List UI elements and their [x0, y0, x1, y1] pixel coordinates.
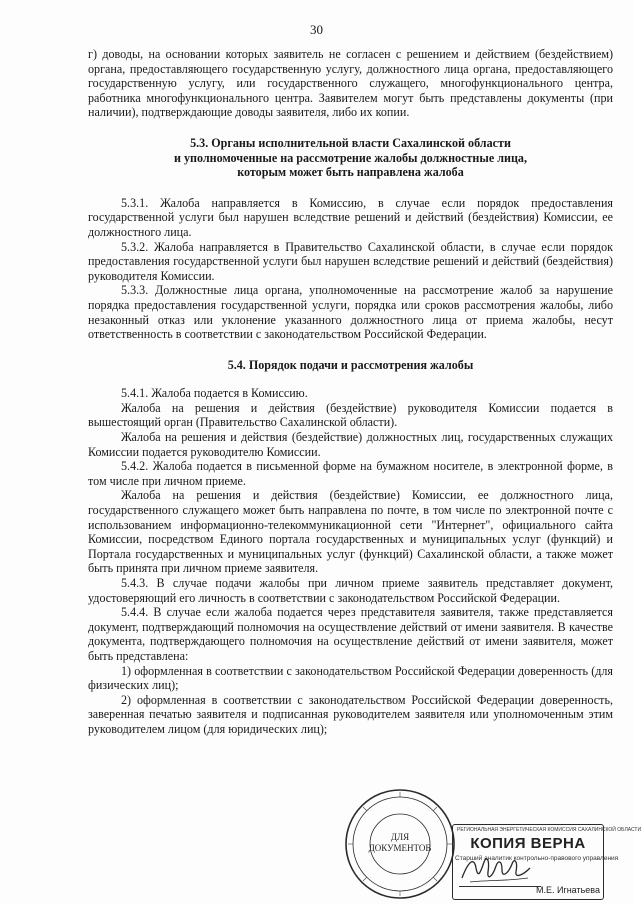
section-heading-5-4: 5.4. Порядок подачи и рассмотрения жалобы — [227, 357, 474, 372]
section-heading-5-3 — [88, 136, 613, 180]
paragraph-5-4-3: 5.4.3. В случае подачи жалобы при личном приеме заявитель представляет документ, удостоверяющий его личность в соответствии с законодательством Российской Федерации. — [88, 576, 613, 605]
paragraph-5-4-1-a: Жалоба на решения и действия (бездействие) руководителя Комиссии подается в вышестоящий орган (Правительство Сахалинской области). — [88, 400, 613, 430]
document-body — [88, 47, 613, 737]
stamp-title: КОПИЯ ВЕРНА — [470, 835, 586, 852]
paragraph-5-3-2: 5.3.2. Жалоба направляется в Правительство Сахалинской области, в случае если порядок предоставления государственной услуги был нарушен вследствие решений и действий (бездействия) руководителя Комиссии. — [88, 239, 613, 283]
signature-line — [459, 886, 541, 887]
heading-line: и уполномоченные на рассмотрение жалобы должностные лица, — [174, 150, 527, 165]
list-item-2: 2) оформленная в соответствии с законодательством Российской Федерации доверенность, заверенная печатью заявителя и подписанная руководителем заявителя или уполномоченным этим руководителем лицом (для юридических лиц); — [88, 692, 613, 736]
heading-line: которым может быть направлена жалоба — [237, 165, 464, 180]
paragraph-5-3-1: 5.3.1. Жалоба направляется в Комиссию, в случае если порядок предоставления государственной услуги был нарушен вследствие решений и действий (бездействия) Комиссии, ее должностного лица. — [88, 195, 613, 239]
page-number: 30 — [310, 22, 323, 37]
seal-center-line-1: ДЛЯ — [390, 832, 410, 842]
paragraph-5-4-4: 5.4.4. В случае если жалоба подается через представителя заявителя, также представляется документ, подтверждающий полномочия на осуществление действий от имени заявителя. В качестве документа, подтверждающего полномочия на осуществление действий от имени заявителя, может быть представлена: — [88, 605, 613, 663]
paragraph-5-4-2: 5.4.2. Жалоба подается в письменной форме на бумажном носителе, в электронной форме, в том числе при личном приеме. — [88, 459, 613, 488]
seal-center-line-2: ДОКУМЕНТОВ — [368, 843, 432, 853]
paragraph-g: г) доводы, на основании которых заявитель не согласен с решением и действием (бездействием) органа, предоставляющего государственную услугу, должностного лица органа, предоставляющего государственную услугу, или государственного служащего, многофункционального центра, работника многофункционального центра. Заявителем могут быть представлены документы (при наличии), подтверждающие доводы заявителя, либо их копии. — [88, 47, 613, 120]
round-seal-icon — [344, 788, 456, 900]
copy-certification-stamp — [452, 824, 641, 900]
stamp-signer-name: М.Е. Игнатьева — [535, 885, 600, 895]
paragraph-5-4-2-a: Жалоба на решения и действия (бездействие) Комиссии, ее должностного лица, государственного служащего может быть направлена по почте, в том числе по электронной почте с использованием информационно-телекоммуникационной сети "Интернет", официального сайта Комиссии, посредством Единого портала государственных и муниципальных услуг (функций) и Портала государственных и муниципальных услуг (функций) Сахалинской области, а также может быть принята при личном приеме заявителя. — [88, 488, 613, 576]
stamp-role: Старший аналитик контрольно-правового управления — [455, 855, 619, 862]
paragraph-5-4-1: 5.4.1. Жалоба подается в Комиссию. — [121, 386, 308, 401]
paragraph-5-4-1-b: Жалоба на решения и действия (бездействие) должностных лиц, государственных служащих Комиссии подается руководителю Комиссии. — [88, 430, 613, 459]
list-item-1: 1) оформленная в соответствии с законодательством Российской Федерации доверенность (для физических лиц); — [88, 663, 613, 693]
heading-line: 5.3. Органы исполнительной власти Сахалинской области — [190, 135, 511, 150]
stamp-organization: РЕГИОНАЛЬНАЯ ЭНЕРГЕТИЧЕСКАЯ КОМИССИЯ САХАЛИНСКОЙ ОБЛАСТИ — [457, 827, 641, 833]
paragraph-5-3-3: 5.3.3. Должностные лица органа, уполномоченные на рассмотрение жалоб за нарушение порядка предоставления государственной услуги, порядка или сроков рассмотрения жалобы, либо незаконный отказ или уклонение указанного должностного лица от приема жалобы, несут ответственность в соответствии с законодательством Российской Федерации. — [88, 283, 613, 342]
